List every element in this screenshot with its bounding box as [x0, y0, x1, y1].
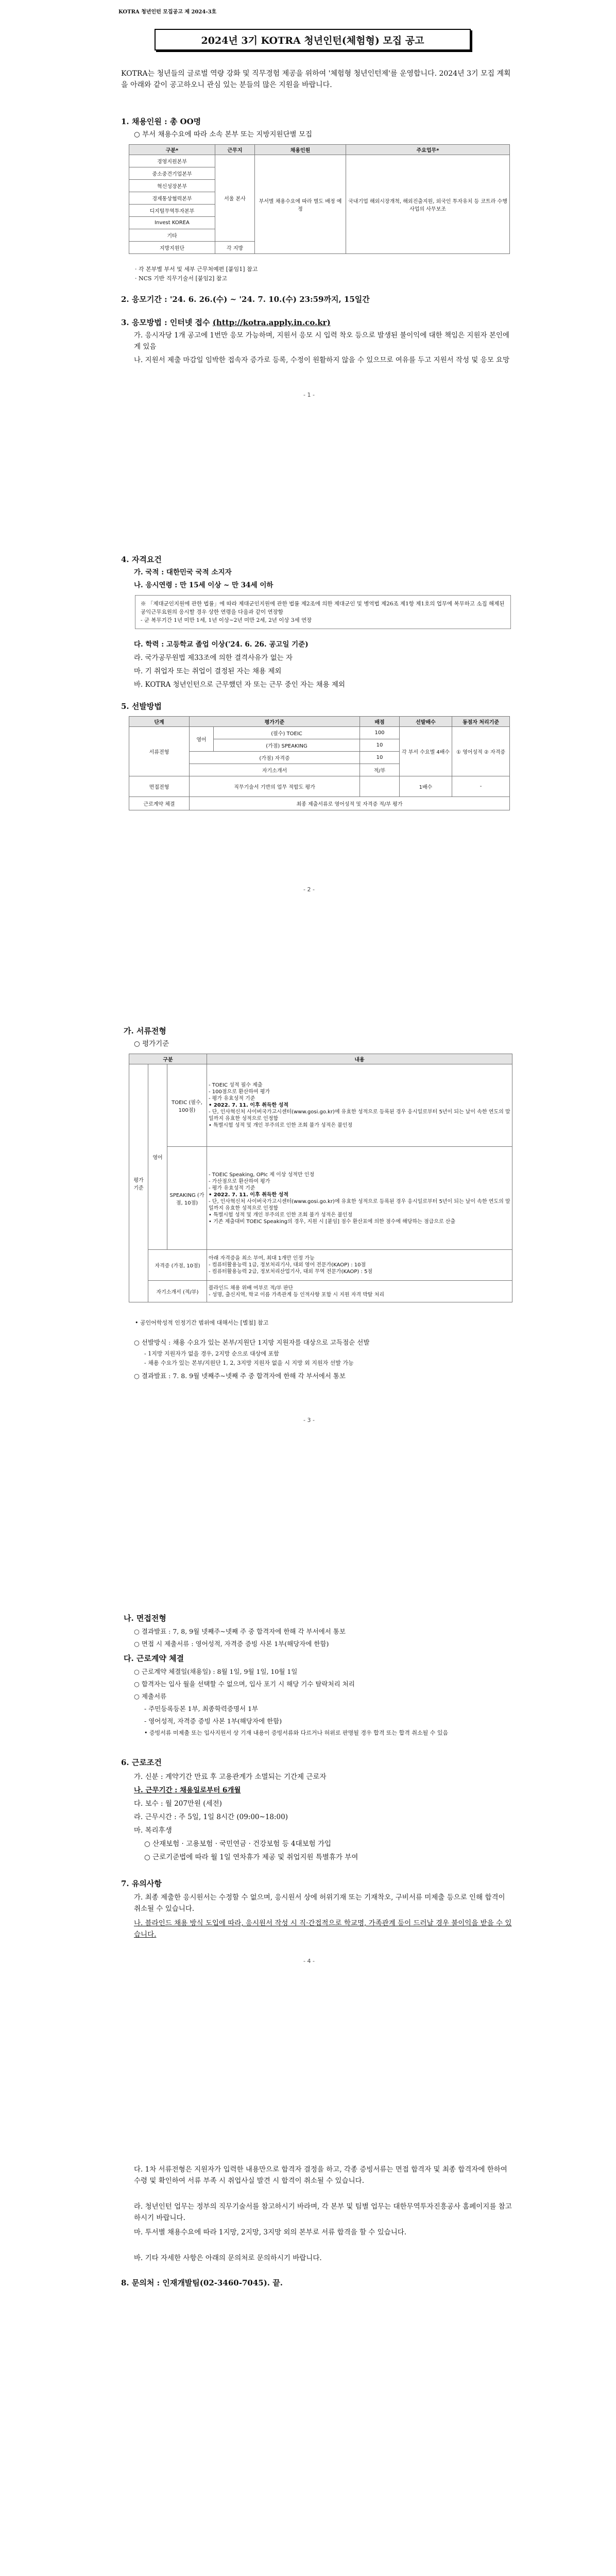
- location-cell: 각 지방: [215, 242, 255, 254]
- col-header: 단계: [129, 717, 190, 727]
- caution-item: 라. 청년인턴 업무는 정부의 직무기술서를 참고하시기 바라며, 각 본부 및 팀별 업무는 대한무역투자진흥공사 홈페이지를 참고하시기 바랍니다.: [134, 2202, 512, 2222]
- section-4-heading: 4. 자격요건: [121, 555, 162, 564]
- employed-line: 마. 기 취업자 또는 취업이 결정된 자는 채용 제외: [134, 667, 282, 675]
- contract-note: • 증빙서류 미제출 또는 입사지원서 상 기재 내용이 증빙서류와 다르거나 허위로 판명될 경우 합격 또는 합격 취소될 수 있음: [144, 1730, 449, 1736]
- col-header: 선발배수: [400, 717, 452, 727]
- contract-item: ○ 제출서류: [134, 1692, 167, 1700]
- speaking-content: [207, 1147, 512, 1250]
- ratio-cell: 각 부서 수요별 4배수: [400, 727, 452, 776]
- intro-paragraph: KOTRA는 청년들의 글로벌 역량 강화 및 직무경험 제공을 위하여 '체험형 청년인턴제'를 운영합니다. 2024년 3기 모집 계획을 아래와 같이 공고하오니 관심 있는 분들의 많은 지원을 바랍니다.: [121, 70, 511, 89]
- dept-cell: 디지털무역투자본부: [129, 205, 215, 217]
- tie-cell: -: [452, 776, 510, 797]
- section-5-heading: 5. 선발방법: [121, 702, 162, 711]
- stage-cell: 면접전형: [129, 776, 190, 797]
- page-number: - 2 -: [303, 886, 315, 893]
- content-line: • 특별시험 성적 및 개인 부주의로 인한 조회 불가 성적은 불인정: [209, 1212, 353, 1218]
- selection-table: [129, 716, 510, 810]
- selection-detail: - 1지망 지원자가 없을 경우, 2지망 순으로 대상에 포함: [144, 1350, 279, 1357]
- col-header: 근무지: [215, 145, 255, 155]
- content-line: - 컴퓨터활용능력 1급, 정보처리기사, 대외 영어 전문가(KAOP) : 10점: [209, 1262, 366, 1268]
- caution-item: 바. 기타 자세한 사항은 아래의 문의처로 문의하시기 바랍니다.: [134, 2254, 322, 2262]
- col-header: 구분*: [129, 145, 215, 155]
- toeic-content: [207, 1064, 512, 1147]
- section-3-heading: [121, 317, 331, 328]
- content-line: 블라인드 채용 위배 여부로 적/부 판단: [209, 1285, 294, 1291]
- col-header: 평가기준: [190, 717, 360, 727]
- caution-item: 가. 최종 제출한 응시원서는 수정할 수 없으며, 응시원서 상에 허위기재 또는 기재착오, 구비서류 미제출 등으로 인해 합격이 취소될 수 있습니다.: [134, 1893, 505, 1913]
- condition-item: 라. 근무시간 : 주 5일, 1일 8시간 (09:00~18:00): [134, 1813, 288, 1821]
- eval-cell: 최종 제출서류로 영어성적 및 자격증 적/부 평가: [190, 797, 510, 810]
- section-1-note: · 각 본부별 부서 및 세부 근무처예편 [붙임1] 참고: [135, 266, 258, 273]
- nationality-line: 가. 국적 : 대한민국 국적 소지자: [134, 568, 232, 577]
- self-intro-label: 자기소개서 (적/부): [148, 1281, 207, 1302]
- dept-cell: 혁신성장본부: [129, 180, 215, 192]
- dept-cell: Invest KOREA: [129, 217, 215, 229]
- contract-item: - 주민등록등본 1부, 최종학력증명서 1부: [144, 1705, 259, 1713]
- dept-cell: 기타: [129, 229, 215, 242]
- content-line: • 2022. 7. 11. 이후 취득한 성적: [209, 1103, 289, 1108]
- caution-item: 나. 블라인드 채용 방식 도입에 따라, 응시원서 작성 시 직·간접적으로 학교명, 가족관계 등이 드러날 경우 불이익을 받을 수 있습니다.: [134, 1919, 512, 1939]
- selection-method: ○ 선발방식 : 채용 수요가 있는 본부/지원단 1지망 지원자를 대상으로 고득점순 선발: [134, 1338, 370, 1346]
- interview-item: ○ 면접 시 제출서류 : 영어성적, 자격증 증빙 사본 1부(해당자에 한함): [134, 1640, 329, 1648]
- condition-item: 다. 보수 : 월 207만원 (세전): [134, 1800, 222, 1808]
- section-2-heading: 2. 응모기간 : '24. 6. 26.(수) ~ '24. 7. 10.(수) 23:59까지, 15일간: [121, 295, 370, 304]
- self-intro-content: [207, 1281, 512, 1302]
- section-3-item: 가. 응시자당 1개 공고에 1번만 응모 가능하며, 지원서 응모 시 입력 착오 등으로 발생된 불이익에 대한 책임은 지원자 본인에게 있음: [134, 331, 509, 351]
- eval-cell: 자기소개서: [190, 764, 360, 776]
- content-line: • 기존 제출대비 TOEIC Speaking의 경우, 지원 시 [붙임] 점수 환산표에 의한 점수에 해당하는 점급으로 산출: [209, 1218, 456, 1225]
- caution-item: 다. 1차 서류전형은 지원자가 입력한 내용만으로 합격자 결정을 하고, 각종 증빙서류는 면접 합격자 및 최종 합격자에 한하여 수령 및 확인하여 서류 부족 시 취업사실 발견 시 합격이 취소될 수 있습니다.: [134, 2165, 507, 2185]
- screening-heading: 가. 서류전형: [124, 1026, 166, 1036]
- cert-label: 자격증 (가점, 10점): [148, 1250, 207, 1281]
- content-line: - 단, 인사혁신처 사이버국가고시센터(www.gosi.go.kr)에 유효한 성적으로 등록된 경우 응시일로부터 5년이 되는 날이 속한 연도의 말일까지 유효한 성적으로 인정함: [209, 1198, 510, 1211]
- contract-item: ○ 근로계약 체결일(채용일) : 8월 1일, 9월 1일, 10월 1일: [134, 1668, 298, 1675]
- col-header: 동점자 처리기준: [452, 717, 510, 727]
- running-header: KOTRA 청년인턴 모집공고 제 2024-3호: [118, 9, 217, 15]
- former-intern-line: 바. KOTRA 청년인턴으로 근무했던 자 또는 근무 중인 자는 채용 제외: [134, 681, 345, 689]
- interview-heading: 나. 면접전형: [124, 1614, 166, 1623]
- screening-sub: ○ 평가기준: [134, 1040, 169, 1048]
- score-cell: [360, 776, 400, 797]
- document-title: 2024년 3기 KOTRA 청년인턴(체험형) 모집 공고: [155, 29, 471, 50]
- apply-link[interactable]: (http://kotra.apply.in.co.kr): [212, 318, 331, 327]
- stage-cell: 근로계약 체결: [129, 797, 190, 810]
- content-line: • 2022. 7. 11. 이후 취득한 성적: [209, 1192, 289, 1198]
- veteran-note-text: ※ 「제대군인지원에 관한 법률」에 따라 제대군인지원에 관한 법률 제2조에 의한 제대군인 및 병역법 제26조 제1항 제1호의 업무에 복무하고 소집 해제된 공익근무요원의 응시할 경우 상한 연령을 다음과 같이 연장함: [141, 601, 505, 615]
- education-line: 다. 학력 : 고등학교 졸업 이상('24. 6. 26. 공고일 기준): [134, 640, 309, 649]
- section-6-heading: 6. 근로조건: [121, 1758, 162, 1767]
- criteria-table: [129, 1054, 512, 1302]
- page-number: - 4 -: [303, 1958, 315, 1964]
- interview-item: ○ 결과발표 : 7, 8, 9월 넷째주~넷째 주 중 합격자에 한해 각 부서에서 통보: [134, 1628, 346, 1635]
- contract-item: - 영어성적, 자격증 증빙 사본 1부(해당자에 한함): [144, 1717, 282, 1725]
- content-line: • 특별시험 성적 및 개인 부주의로 인한 조회 불가 성적은 불인정: [209, 1123, 353, 1128]
- age-line: 나. 응시연령 : 만 15세 이상 ~ 만 34세 이하: [134, 581, 273, 589]
- page-number: - 3 -: [303, 1417, 315, 1423]
- section-1-sub: ○ 부서 채용수요에 따라 소속 본부 또는 지방지원단별 모집: [134, 130, 313, 139]
- headcount-cell: 부서별 채용수요에 따라 별도 배정 예정: [255, 155, 346, 254]
- screening-result: ○ 결과발표 : 7. 8. 9월 넷째주~넷째 주 중 합격자에 한해 각 부서에서 통보: [134, 1372, 346, 1380]
- content-line: 아래 자격증을 최소 부여, 최대 1개만 인정 가능: [209, 1256, 315, 1261]
- lang-cell: 영어: [190, 727, 214, 752]
- ratio-cell: 1배수: [400, 776, 452, 797]
- content-line: - 컴퓨터활용능력 2급, 정보처리산업기사, 대외 무역 전문가(KAOP) : 5점: [209, 1269, 373, 1275]
- condition-item: 가. 신분 : 계약기간 만료 후 고용관계가 소멸되는 기간제 근로자: [134, 1773, 327, 1781]
- selection-detail: - 채용 수요가 있는 본부/지원단 1, 2, 3지망 지원자 없을 시 지망 외 지원자 선발 가능: [144, 1360, 354, 1366]
- period-text: 나. 근무기간 : 채용일로부터 6개월: [134, 1786, 241, 1794]
- content-line: - TOEIC Speaking, OPIc 제 이상 성적만 인정: [209, 1172, 315, 1178]
- dept-cell: 경제통상협력본부: [129, 192, 215, 205]
- dept-cell: 중소중견기업본부: [129, 167, 215, 180]
- criteria-left-cell: 평가 기준: [129, 1064, 148, 1302]
- content-line: - 평가 유효성적 기준: [209, 1185, 255, 1191]
- condition-item: [134, 1785, 512, 1796]
- col-header: 배점: [360, 717, 400, 727]
- caution-item: 마. 투서별 채용수요에 따라 1지망, 2지망, 3지망 외의 본부로 서류 합격을 할 수 있습니다.: [134, 2228, 407, 2236]
- content-line: - 100점으로 환산하여 평가: [209, 1089, 270, 1095]
- condition-item: ○ 산재보험 · 고용보험 · 국민연금 · 건강보험 등 4대보험 가입: [144, 1840, 332, 1848]
- col-header: 주요업무*: [346, 145, 510, 155]
- score-cell: 10: [360, 739, 400, 752]
- score-cell: 100: [360, 727, 400, 739]
- location-cell: 서울 본사: [215, 155, 255, 242]
- eval-cell: (가점) 자격증: [190, 752, 360, 764]
- duties-cell: 국내기업 해외시장개척, 해외진출지원, 외국인 투자유치 등 코트라 수행사업의 사무보조: [346, 155, 510, 254]
- contact-line: 8. 문의처 : 인재개발팀(02-3460-7045). 끝.: [121, 2278, 283, 2287]
- contract-heading: 다. 근로계약 체결: [124, 1654, 184, 1663]
- content-line: - TOEIC 성적 필수 제출: [209, 1082, 263, 1088]
- criteria-note: • 공인어학성적 인정기간 범위에 대해서는 [별첨] 참고: [135, 1319, 269, 1326]
- score-cell: 10: [360, 752, 400, 764]
- content-line: - 성명, 출신지역, 학교 이름 가족관계 등 인적사항 포함 시 지원 자격 박탈 처리: [209, 1292, 385, 1298]
- section-1-heading: 1. 채용인원 : 총 OO명: [121, 117, 201, 126]
- speaking-label: SPEAKING (가점, 10점): [167, 1147, 207, 1250]
- section-7-heading: 7. 유의사항: [121, 1879, 162, 1888]
- eval-cell: (가점) SPEAKING: [214, 739, 360, 752]
- condition-item: 마. 복리후생: [134, 1826, 172, 1835]
- content-line: - 단, 인사혁신처 사이버국가고시센터(www.gosi.go.kr)에 유효한 성적으로 등록된 경우 응시일로부터 5년이 되는 날이 속한 연도의 말일까지 유효한 성적으로 인정함: [209, 1109, 510, 1122]
- toeic-label: TOEIC (필수, 100점): [167, 1064, 207, 1147]
- content-line: - 평가 유효성적 기준: [209, 1096, 255, 1101]
- col-header: 구분: [129, 1054, 207, 1064]
- page-number: - 1 -: [303, 392, 315, 398]
- section-3-item: 나. 지원서 제출 마감일 임박한 접속자 증가로 등록, 수정이 원활하지 않을 수 있으므로 여유를 두고 지원서 작성 및 응모 요망: [134, 356, 510, 364]
- eval-cell: 직무기술서 기반의 업무 적합도 평가: [190, 776, 360, 797]
- cert-content: [207, 1250, 512, 1281]
- section-1-note: · NCS 기반 직무기술서 [붙임2] 참고: [135, 275, 228, 282]
- contract-item: ○ 합격자는 입사 월을 선택할 수 없으며, 입사 포기 시 해당 기수 탈락처리 처리: [134, 1680, 355, 1688]
- condition-item: ○ 근로기준법에 따라 월 1일 연차휴가 제공 및 취업지원 특별휴가 부여: [144, 1853, 358, 1861]
- stage-cell: 서류전형: [129, 727, 190, 776]
- col-header: 채용인원: [255, 145, 346, 155]
- recruit-table: [129, 144, 510, 254]
- veteran-note: [135, 595, 511, 629]
- eval-cell: (필수) TOEIC: [214, 727, 360, 739]
- col-header: 내용: [207, 1054, 512, 1064]
- dept-cell: 경영지원본부: [129, 155, 215, 167]
- disqualify-line: 라. 국가공무원법 제33조에 의한 결격사유가 없는 자: [134, 654, 293, 662]
- veteran-note-text: - 군 복무기간 1년 미만 1세, 1년 이상~2년 미만 2세, 2년 이상 3세 연장: [141, 617, 312, 623]
- dept-cell: 지방지원단: [129, 242, 215, 254]
- criteria-lang-cell: 영어: [148, 1064, 167, 1250]
- tie-cell: ① 영어성적 ② 자격증: [452, 727, 510, 776]
- section-3-heading-text: 3. 응모방법 : 인터넷 접수: [121, 318, 210, 327]
- score-cell: 적/부: [360, 764, 400, 776]
- content-line: - 가산점으로 환산하여 평가: [209, 1178, 270, 1184]
